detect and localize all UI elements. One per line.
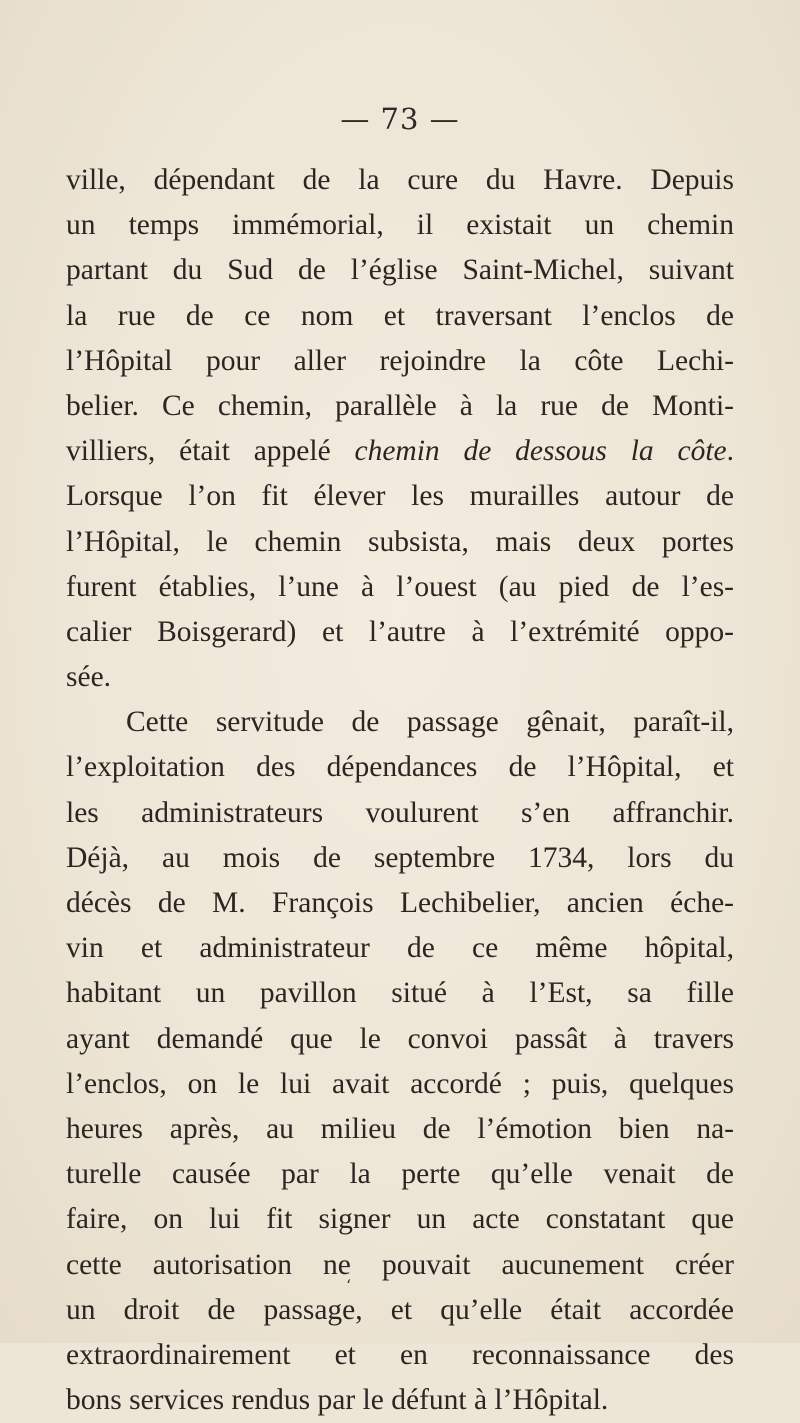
- text-line: l’enclos, on le lui avait accordé ; puis, quelques: [66, 1067, 734, 1100]
- text-line-with-italic: [66, 429, 734, 474]
- paragraph-first-line: Cette servitude de passage gênait, paraît-il,: [126, 706, 734, 739]
- text-line: la rue de ce nom et traversant l’enclos de: [66, 299, 734, 332]
- text-line: cette autorisation ne pouvait aucunement créer: [66, 1248, 734, 1281]
- text-line: faire, on lui fit signer un acte constatant que: [66, 1203, 734, 1236]
- text-line: partant du Sud de l’église Saint-Michel, suivant: [66, 254, 734, 287]
- paragraph-end-line: bons services rendus par le défunt à l’Hôpital.: [66, 1384, 609, 1417]
- text-line: calier Boisgerard) et l’autre à l’extrémité oppo-: [66, 615, 734, 648]
- text-line: décès de M. François Lechibelier, ancien éche-: [66, 887, 734, 919]
- text-line: ville, dépendant de la cure du Havre. Depuis: [66, 164, 734, 196]
- text-line: les administrateurs voulurent s’en affranchir.: [66, 796, 734, 829]
- text-line: un temps immémorial, il existait un chemin: [66, 209, 734, 242]
- text-line: habitant un pavillon situé à l’Est, sa fille: [66, 977, 734, 1010]
- text-line: turelle causée par la perte qu’elle venait de: [66, 1158, 734, 1191]
- text-line: l’Hôpital, le chemin subsista, mais deux portes: [66, 525, 734, 558]
- text-line: l’exploitation des dépendances de l’Hôpital, et: [66, 751, 734, 784]
- text-line: Lorsque l’on fit élever les murailles autour de: [66, 480, 734, 513]
- body-text: [66, 158, 734, 1423]
- page-number: — 73 —: [340, 102, 460, 136]
- paragraph-end-line: sée.: [66, 661, 112, 694]
- text-segment: villiers, était appelé: [66, 435, 355, 468]
- text-line: ayant demandé que le convoi passât à travers: [66, 1022, 734, 1055]
- text-line: l’Hôpital pour aller rejoindre la côte Lechi-: [66, 344, 734, 377]
- text-line: furent établies, l’une à l’ouest (au pied de l’es-: [66, 570, 734, 603]
- text-line: Déjà, au mois de septembre 1734, lors du: [66, 841, 734, 874]
- text-line: belier. Ce chemin, parallèle à la rue de Monti-: [66, 389, 734, 422]
- italic-term: chemin de dessous la côte: [354, 435, 727, 468]
- ink-speck: ʻ: [346, 1276, 352, 1295]
- text-segment: .: [726, 435, 734, 468]
- text-line: un droit de passage, et qu’elle était accordée: [66, 1293, 734, 1326]
- text-line: extraordinairement et en reconnaissance des: [66, 1338, 734, 1371]
- text-line: heures après, au milieu de l’émotion bien na-: [66, 1112, 734, 1145]
- text-line: vin et administrateur de ce même hôpital,: [66, 932, 734, 965]
